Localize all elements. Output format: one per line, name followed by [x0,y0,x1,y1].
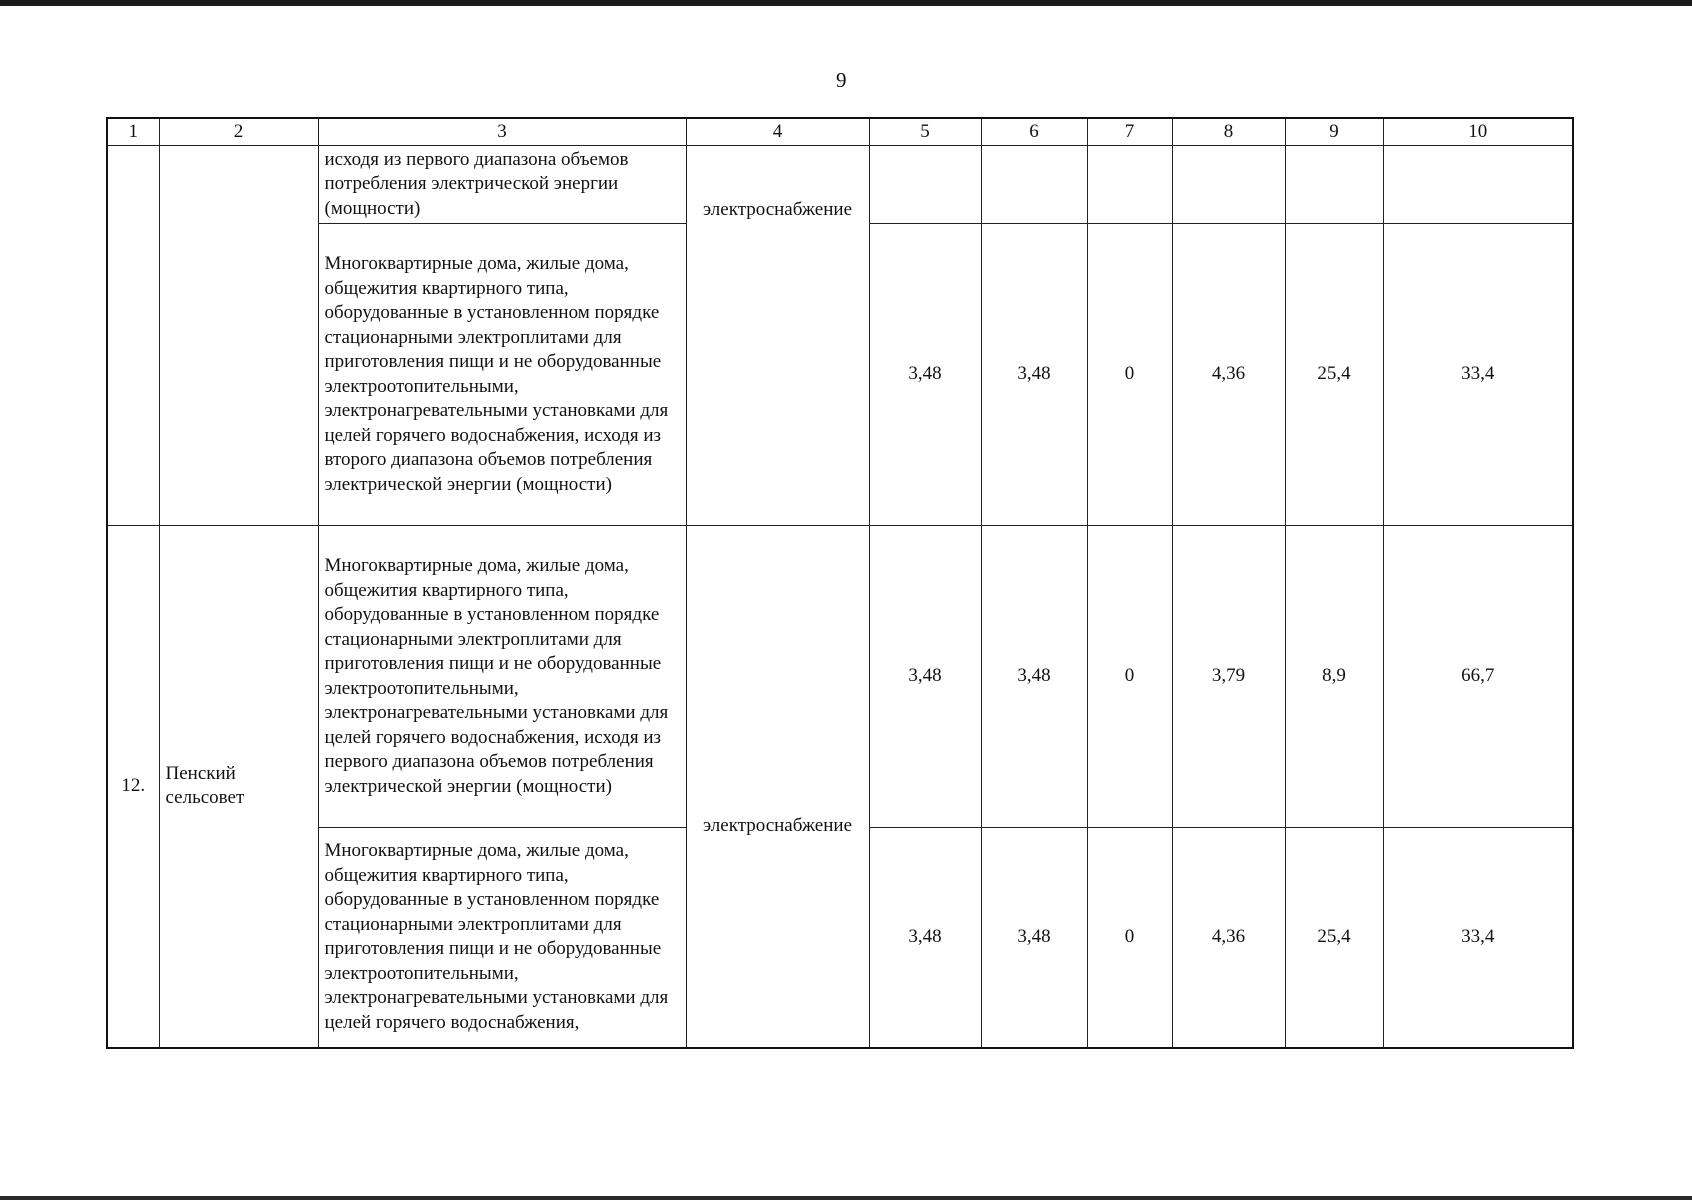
value-cell [1087,146,1172,224]
value-cell: 8,9 [1285,526,1383,828]
value-cell: 33,4 [1383,224,1573,526]
service-cell: электроснабжение [686,526,869,1048]
table-row [107,526,1573,828]
value-cell [1383,146,1573,224]
empty-locality-cell [159,146,318,526]
value-cell: 3,48 [869,224,981,526]
header-cell: 1 [107,118,159,146]
value-cell: 3,48 [981,828,1087,1048]
value-cell: 3,79 [1172,526,1285,828]
value-cell: 3,48 [869,526,981,828]
empty-index-cell [107,146,159,526]
value-cell: 25,4 [1285,828,1383,1048]
header-cell: 7 [1087,118,1172,146]
value-cell: 0 [1087,828,1172,1048]
page-number: 9 [836,68,847,92]
value-cell: 66,7 [1383,526,1573,828]
value-cell: 3,48 [981,224,1087,526]
consumer-category-cell: Многоквартирные дома, жилые дома, общежития квартирного типа, оборудованные в установленном порядке стационарными электроплитами для приготовления пищи и не оборудованные электроотопительными, электронагревательными установками для целей горячего водоснабжения, [318,828,686,1048]
locality-cell: Пенский сельсовет [159,526,318,1048]
scan-edge-bottom [0,1196,1692,1200]
value-cell: 0 [1087,224,1172,526]
value-cell [981,146,1087,224]
table-header-row [107,118,1573,146]
value-cell [869,146,981,224]
header-cell: 3 [318,118,686,146]
value-cell: 3,48 [981,526,1087,828]
header-cell: 5 [869,118,981,146]
value-cell: 3,48 [869,828,981,1048]
tariff-table [106,117,1574,1049]
consumer-category-cell: Многоквартирные дома, жилые дома, общежития квартирного типа, оборудованные в установленном порядке стационарными электроплитами для приготовления пищи и не оборудованные электроотопительными, электронагревательными установками для целей горячего водоснабжения, исходя из первого диапазона объемов потребления электрической энергии (мощности) [318,526,686,828]
header-cell: 4 [686,118,869,146]
header-cell: 6 [981,118,1087,146]
value-cell: 0 [1087,526,1172,828]
value-cell: 25,4 [1285,224,1383,526]
header-cell: 2 [159,118,318,146]
scan-edge-top [0,0,1692,6]
header-cell: 8 [1172,118,1285,146]
row-index-cell: 12. [107,526,159,1048]
value-cell: 4,36 [1172,828,1285,1048]
table-row [107,146,1573,224]
header-cell: 9 [1285,118,1383,146]
consumer-category-cell: исходя из первого диапазона объемов потребления электрической энергии (мощности) [318,146,686,224]
consumer-category-cell: Многоквартирные дома, жилые дома, общежития квартирного типа, оборудованные в установленном порядке стационарными электроплитами для приготовления пищи и не оборудованные электроотопительными, электронагревательными установками для целей горячего водоснабжения, исходя из второго диапазона объемов потребления электрической энергии (мощности) [318,224,686,526]
value-cell [1285,146,1383,224]
service-cell: электроснабжение [686,146,869,526]
header-cell: 10 [1383,118,1573,146]
value-cell [1172,146,1285,224]
value-cell: 33,4 [1383,828,1573,1048]
value-cell: 4,36 [1172,224,1285,526]
